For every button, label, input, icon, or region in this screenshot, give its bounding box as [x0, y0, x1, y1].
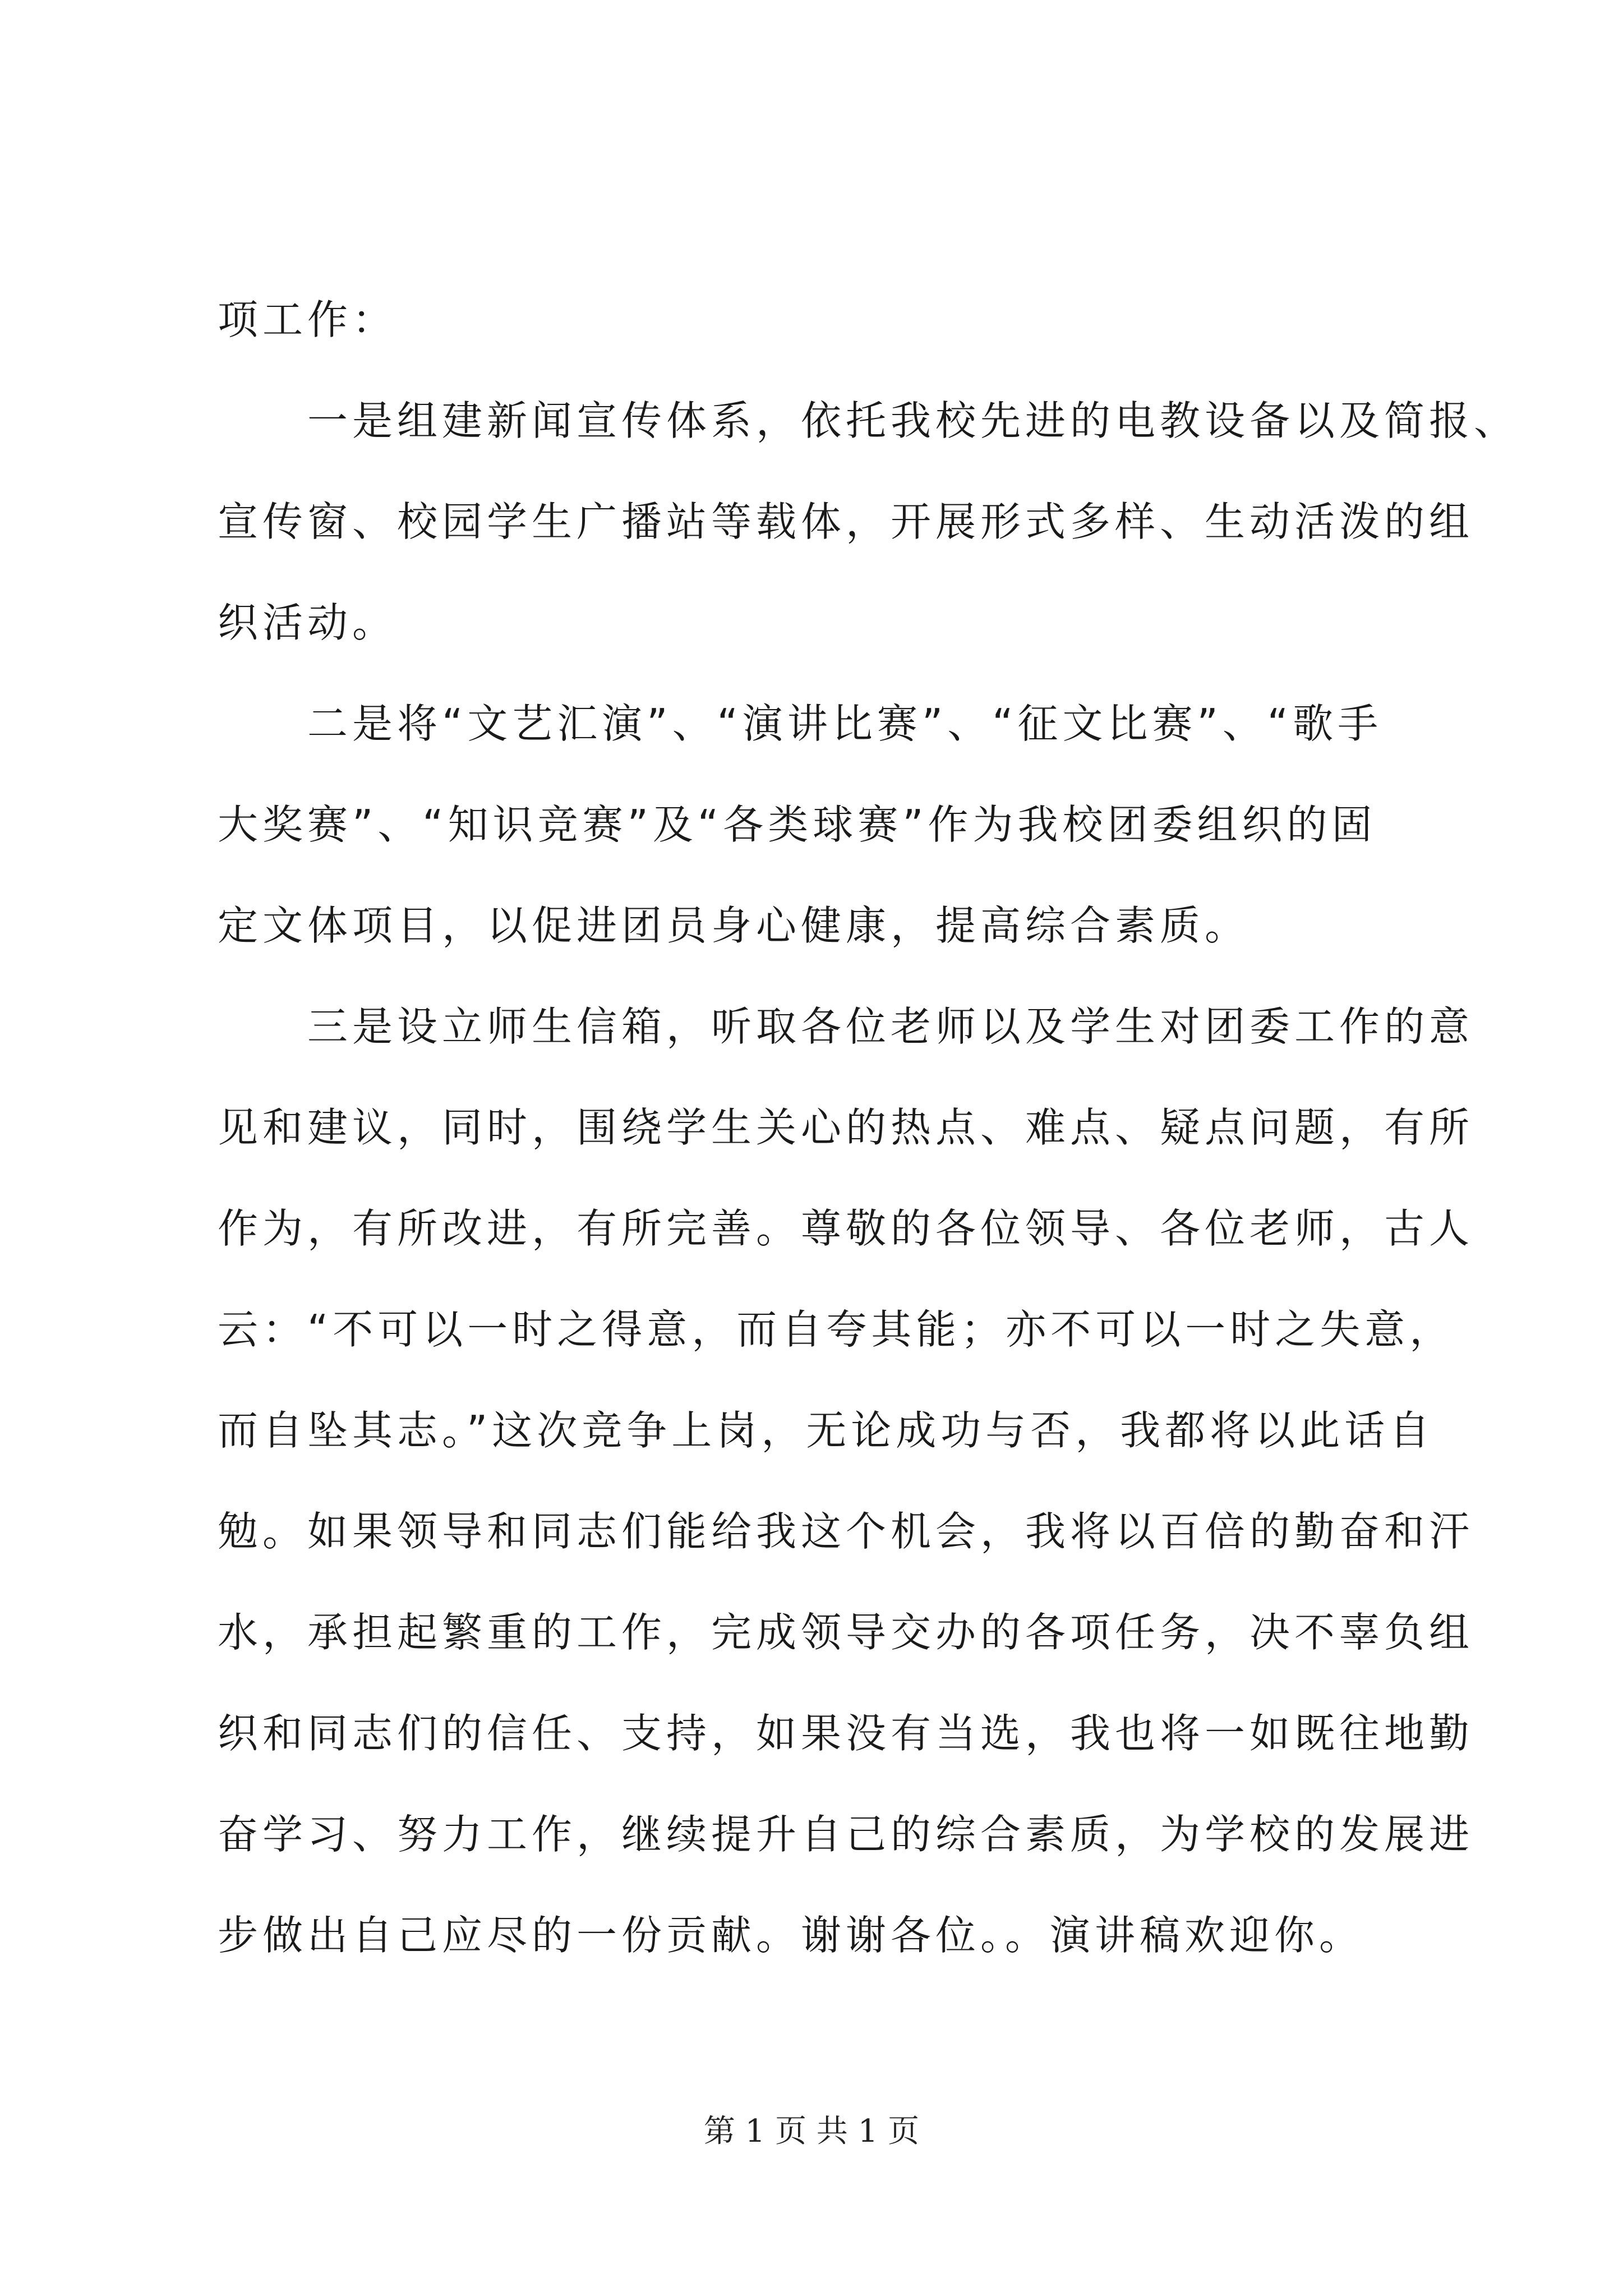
text-line: 水，承担起繁重的工作，完成领导交办的各项任务，决不辜负组: [218, 1609, 1474, 1656]
text-line: 大奖赛”、“知识竞赛”及“各类球赛”作为我校团委组织的固: [218, 801, 1377, 848]
page-number: 第 1 页 共 1 页: [703, 2113, 920, 2150]
text-line: 步做出自己应尽的一份贡献。谢谢各位。。演讲稿欢迎你。: [218, 1912, 1364, 1959]
page-footer: [0, 2109, 1623, 2154]
text-line: 而自坠其志。”这次竞争上岗，无论成功与否，我都将以此话自: [218, 1407, 1435, 1454]
text-line: 二是将“文艺汇演”、“演讲比赛”、“征文比赛”、“歌手: [218, 700, 1383, 747]
text-line: 奋学习、努力工作，继续提升自己的综合素质，为学校的发展进: [218, 1811, 1474, 1858]
text-line: 定文体项目，以促进团员身心健康，提高综合素质。: [218, 902, 1250, 949]
text-line: 一是组建新闻宣传体系，依托我校先进的电教设备以及简报、: [218, 397, 1519, 444]
text-line: 织活动。: [218, 599, 398, 646]
text-line: 三是设立师生信箱，听取各位老师以及学生对团委工作的意: [218, 1003, 1474, 1050]
text-line: 勉。如果领导和同志们能给我这个机会，我将以百倍的勤奋和汗: [218, 1508, 1474, 1555]
text-line: 见和建议，同时，围绕学生关心的热点、难点、疑点问题，有所: [218, 1104, 1474, 1151]
text-line: 项工作：: [218, 296, 398, 343]
text-line: 宣传窗、校园学生广播站等载体，开展形式多样、生动活泼的组: [218, 498, 1474, 545]
text-line: 织和同志们的信任、支持，如果没有当选，我也将一如既往地勤: [218, 1710, 1474, 1757]
document-body: [218, 269, 1519, 1986]
text-line: 云：“不可以一时之得意，而自夸其能；亦不可以一时之失意，: [218, 1306, 1455, 1353]
text-line: 作为，有所改进，有所完善。尊敬的各位领导、各位老师，古人: [218, 1205, 1474, 1252]
